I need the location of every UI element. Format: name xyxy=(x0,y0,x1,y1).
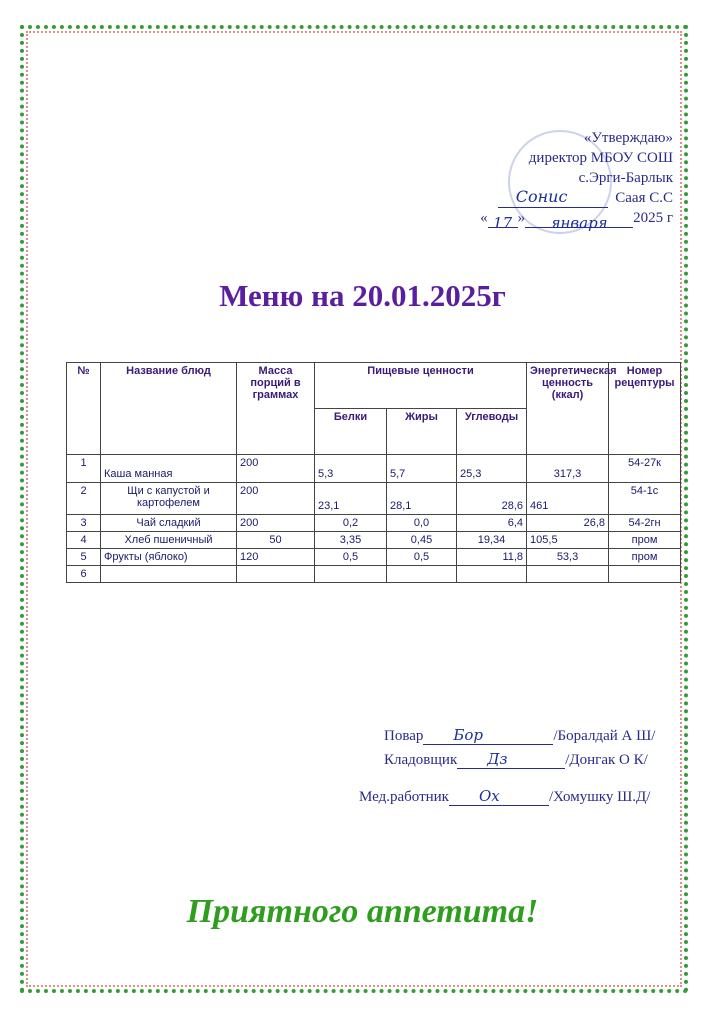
cell-energy xyxy=(527,566,609,583)
approval-date: « 17 » января 2025 г xyxy=(480,210,673,232)
storekeeper-label: Кладовщик xyxy=(384,752,458,768)
cell-mass: 120 xyxy=(237,549,315,566)
cell-num: 6 xyxy=(67,566,101,583)
cell-protein: 0,5 xyxy=(315,549,387,566)
cell-carbs: 19,34 xyxy=(457,532,527,549)
header-mass: Масса порций в граммах xyxy=(237,363,315,455)
cell-energy: 461 xyxy=(527,483,609,515)
approval-signature-line xyxy=(413,188,673,208)
cell-num: 3 xyxy=(67,515,101,532)
director-signature: Сонис xyxy=(515,187,568,206)
cell-recipe: пром xyxy=(609,549,681,566)
cell-carbs xyxy=(457,566,527,583)
header-fat: Жиры xyxy=(387,409,457,455)
cell-mass: 200 xyxy=(237,455,315,483)
cell-carbs: 28,6 xyxy=(457,483,527,515)
storekeeper-signature-mark: Дз xyxy=(487,750,508,768)
cell-recipe xyxy=(609,566,681,583)
cell-mass: 200 xyxy=(237,515,315,532)
footer-greeting: Приятного аппетита! xyxy=(186,893,539,930)
table-row xyxy=(67,549,681,566)
cell-protein: 23,1 xyxy=(315,483,387,515)
approval-line1: «Утверждаю» xyxy=(583,130,673,146)
cell-mass: 200 xyxy=(237,483,315,515)
header-energy: Энергетическая ценность (ккал) xyxy=(527,363,609,455)
table-row xyxy=(67,455,681,483)
cook-label: Повар xyxy=(384,728,424,744)
table-row xyxy=(67,515,681,532)
header-nutrition: Пищевые ценности xyxy=(315,363,527,409)
cell-energy: 53,3 xyxy=(527,549,609,566)
cell-protein: 3,35 xyxy=(315,532,387,549)
menu-table xyxy=(66,362,681,583)
cell-carbs: 25,3 xyxy=(457,455,527,483)
cell-num: 5 xyxy=(67,549,101,566)
approval-month: января xyxy=(550,214,608,232)
cell-energy: 317,3 xyxy=(527,455,609,483)
cell-fat: 0,5 xyxy=(387,549,457,566)
cell-carbs: 11,8 xyxy=(457,549,527,566)
cell-recipe: 54-2гн xyxy=(609,515,681,532)
medic-name: /Хомушку Ш.Д/ xyxy=(548,789,651,805)
cook-signature-mark: Бор xyxy=(453,726,484,744)
header-protein: Белки xyxy=(315,409,387,455)
header-carbs: Углеводы xyxy=(457,409,527,455)
cell-recipe: 54-27к xyxy=(609,455,681,483)
cell-name xyxy=(101,566,237,583)
cell-recipe: пром xyxy=(609,532,681,549)
cell-num: 1 xyxy=(67,455,101,483)
table-row xyxy=(67,483,681,515)
cell-fat: 5,7 xyxy=(387,455,457,483)
cell-recipe: 54-1с xyxy=(609,483,681,515)
cell-energy: 26,8 xyxy=(527,515,609,532)
table-row xyxy=(67,532,681,549)
header-name: Название блюд xyxy=(101,363,237,455)
cook-name: /Боралдай А Ш/ xyxy=(553,728,656,744)
cell-protein: 0,2 xyxy=(315,515,387,532)
medic-signature-row xyxy=(359,789,650,806)
cell-energy: 105,5 xyxy=(527,532,609,549)
cell-num: 4 xyxy=(67,532,101,549)
cell-mass xyxy=(237,566,315,583)
cell-fat: 0,0 xyxy=(387,515,457,532)
cell-fat xyxy=(387,566,457,583)
cell-name: Хлеб пшеничный xyxy=(101,532,237,549)
page-title: Меню на 20.01.2025г xyxy=(219,278,506,313)
cell-fat: 28,1 xyxy=(387,483,457,515)
cell-name: Чай сладкий xyxy=(101,515,237,532)
director-name: Саая С.С xyxy=(615,190,673,206)
approval-block xyxy=(413,128,673,232)
cell-name: Каша манная xyxy=(101,455,237,483)
approval-year: 2025 г xyxy=(633,210,673,226)
cook-signature-row xyxy=(384,728,655,745)
approval-line2: директор МБОУ СОШ xyxy=(528,150,673,166)
cell-protein: 5,3 xyxy=(315,455,387,483)
approval-day: 17 xyxy=(493,214,513,232)
storekeeper-signature-row xyxy=(384,752,648,769)
cell-fat: 0,45 xyxy=(387,532,457,549)
medic-signature-mark: Ох xyxy=(478,787,500,805)
medic-label: Мед.работник xyxy=(359,789,449,805)
cell-name: Щи с капустой и картофелем xyxy=(101,483,237,515)
approval-line3: с.Эрги-Барлык xyxy=(578,170,673,186)
cell-mass: 50 xyxy=(237,532,315,549)
cell-name: Фрукты (яблоко) xyxy=(101,549,237,566)
cell-carbs: 6,4 xyxy=(457,515,527,532)
header-num: № xyxy=(67,363,101,455)
header-recipe: Номер рецептуры xyxy=(609,363,681,455)
cell-num: 2 xyxy=(67,483,101,515)
storekeeper-name: /Донгак О К/ xyxy=(565,752,648,768)
cell-protein xyxy=(315,566,387,583)
table-row xyxy=(67,566,681,583)
